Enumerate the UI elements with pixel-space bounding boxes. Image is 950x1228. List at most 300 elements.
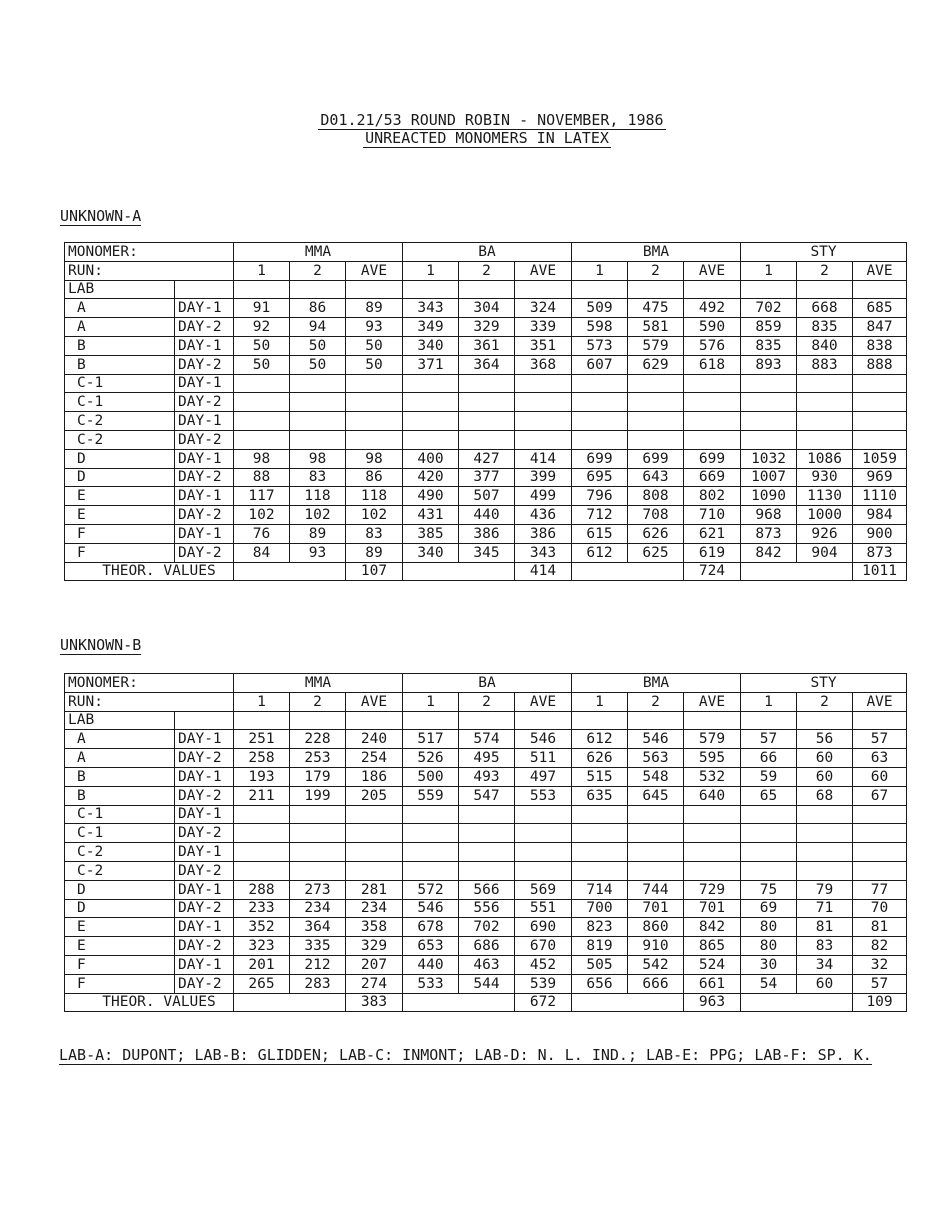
run-header-1: 1 — [741, 261, 797, 280]
value-cell: 102 — [346, 506, 403, 525]
value-cell — [684, 430, 741, 449]
value-cell: 581 — [628, 318, 684, 337]
value-cell: 65 — [741, 786, 797, 805]
value-cell: 76 — [234, 524, 290, 543]
value-cell: 179 — [290, 767, 346, 786]
value-cell — [797, 824, 853, 843]
value-cell: 89 — [346, 299, 403, 318]
empty-cell — [797, 711, 853, 730]
day-cell: DAY-2 — [175, 861, 234, 880]
empty-cell — [741, 711, 797, 730]
table-row — [65, 730, 907, 749]
value-cell — [234, 843, 290, 862]
table-row — [65, 412, 907, 431]
value-cell: 349 — [403, 318, 459, 337]
lab-header-row — [65, 280, 907, 299]
theor-row — [65, 562, 907, 581]
value-cell: 497 — [515, 767, 572, 786]
value-cell — [853, 805, 907, 824]
value-cell — [628, 805, 684, 824]
value-cell: 572 — [403, 880, 459, 899]
value-cell — [572, 843, 628, 862]
document-subtitle: UNREACTED MONOMERS IN LATEX — [365, 129, 609, 147]
value-cell — [290, 374, 346, 393]
value-cell: 1110 — [853, 487, 907, 506]
value-cell: 607 — [572, 355, 628, 374]
lab-cell: D — [65, 449, 175, 468]
lab-cell: B — [65, 336, 175, 355]
value-cell: 566 — [459, 880, 515, 899]
value-cell: 1032 — [741, 449, 797, 468]
value-cell: 1130 — [797, 487, 853, 506]
value-cell — [853, 412, 907, 431]
table-row — [65, 506, 907, 525]
unknown-a-label: UNKNOWN-A — [60, 207, 142, 225]
value-cell: 50 — [234, 355, 290, 374]
value-cell — [684, 843, 741, 862]
table-row — [65, 299, 907, 318]
value-cell: 340 — [403, 543, 459, 562]
table-row — [65, 974, 907, 993]
value-cell: 80 — [741, 937, 797, 956]
table-row — [65, 824, 907, 843]
lab-cell: C-1 — [65, 824, 175, 843]
value-cell: 193 — [234, 767, 290, 786]
value-cell: 440 — [403, 955, 459, 974]
value-cell: 68 — [797, 786, 853, 805]
monomer-header-label: MONOMER: — [65, 674, 234, 693]
value-cell — [572, 374, 628, 393]
value-cell: 452 — [515, 955, 572, 974]
value-cell — [741, 412, 797, 431]
value-cell: 563 — [628, 749, 684, 768]
value-cell — [741, 805, 797, 824]
value-cell: 251 — [234, 730, 290, 749]
value-cell: 368 — [515, 355, 572, 374]
value-cell: 258 — [234, 749, 290, 768]
value-cell: 79 — [797, 880, 853, 899]
day-cell: DAY-1 — [175, 412, 234, 431]
value-cell: 590 — [684, 318, 741, 337]
value-cell: 626 — [628, 524, 684, 543]
table-row — [65, 393, 907, 412]
monomer-header-bma: BMA — [572, 243, 741, 262]
value-cell: 708 — [628, 506, 684, 525]
value-cell: 873 — [853, 543, 907, 562]
empty-cell — [572, 711, 628, 730]
run-header-ave: AVE — [853, 692, 907, 711]
value-cell: 84 — [234, 543, 290, 562]
run-header-1: 1 — [234, 692, 290, 711]
value-cell — [515, 412, 572, 431]
run-header-ave: AVE — [346, 261, 403, 280]
value-cell — [234, 824, 290, 843]
value-cell: 618 — [684, 355, 741, 374]
value-cell — [290, 805, 346, 824]
value-cell: 77 — [853, 880, 907, 899]
value-cell: 548 — [628, 767, 684, 786]
value-cell: 509 — [572, 299, 628, 318]
value-cell: 635 — [572, 786, 628, 805]
value-cell — [459, 393, 515, 412]
empty-cell — [175, 711, 234, 730]
value-cell: 686 — [459, 937, 515, 956]
value-cell — [684, 861, 741, 880]
value-cell — [515, 843, 572, 862]
lab-header-label: LAB — [65, 711, 175, 730]
value-cell — [403, 412, 459, 431]
value-cell: 873 — [741, 524, 797, 543]
lab-cell: E — [65, 487, 175, 506]
empty-cell — [684, 280, 741, 299]
value-cell — [290, 393, 346, 412]
value-cell — [346, 861, 403, 880]
value-cell: 835 — [741, 336, 797, 355]
value-cell: 702 — [459, 918, 515, 937]
value-cell — [403, 374, 459, 393]
value-cell: 493 — [459, 767, 515, 786]
value-cell: 81 — [797, 918, 853, 937]
theor-label: THEOR. VALUES — [65, 993, 234, 1012]
day-cell: DAY-1 — [175, 487, 234, 506]
value-cell: 339 — [515, 318, 572, 337]
table-row — [65, 543, 907, 562]
monomer-header-row — [65, 243, 907, 262]
value-cell: 60 — [797, 749, 853, 768]
day-cell: DAY-1 — [175, 524, 234, 543]
unknown-a-table — [64, 242, 907, 581]
value-cell: 553 — [515, 786, 572, 805]
value-cell: 102 — [290, 506, 346, 525]
run-header-1: 1 — [572, 692, 628, 711]
value-cell — [459, 412, 515, 431]
theor-blank — [234, 993, 346, 1012]
run-header-ave: AVE — [515, 261, 572, 280]
lab-cell: A — [65, 730, 175, 749]
value-cell — [234, 393, 290, 412]
value-cell: 50 — [346, 355, 403, 374]
value-cell: 595 — [684, 749, 741, 768]
theor-label: THEOR. VALUES — [65, 562, 234, 581]
run-header-label: RUN: — [65, 261, 234, 280]
lab-cell: C-2 — [65, 412, 175, 431]
value-cell — [346, 393, 403, 412]
value-cell: 700 — [572, 899, 628, 918]
monomer-header-ba: BA — [403, 243, 572, 262]
day-cell: DAY-1 — [175, 918, 234, 937]
value-cell: 386 — [515, 524, 572, 543]
value-cell: 86 — [346, 468, 403, 487]
lab-cell: C-2 — [65, 843, 175, 862]
lab-cell: F — [65, 974, 175, 993]
value-cell: 1059 — [853, 449, 907, 468]
value-cell: 712 — [572, 506, 628, 525]
value-cell: 57 — [741, 730, 797, 749]
value-cell: 201 — [234, 955, 290, 974]
value-cell — [403, 861, 459, 880]
day-cell: DAY-1 — [175, 449, 234, 468]
value-cell: 98 — [290, 449, 346, 468]
value-cell — [346, 843, 403, 862]
value-cell: 695 — [572, 468, 628, 487]
value-cell — [403, 843, 459, 862]
value-cell — [628, 824, 684, 843]
empty-cell — [403, 280, 459, 299]
value-cell: 893 — [741, 355, 797, 374]
value-cell: 102 — [234, 506, 290, 525]
value-cell: 888 — [853, 355, 907, 374]
value-cell: 576 — [684, 336, 741, 355]
value-cell: 364 — [290, 918, 346, 937]
lab-cell: C-2 — [65, 861, 175, 880]
value-cell: 60 — [797, 974, 853, 993]
value-cell: 364 — [459, 355, 515, 374]
day-cell: DAY-2 — [175, 786, 234, 805]
value-cell: 744 — [628, 880, 684, 899]
value-cell: 524 — [684, 955, 741, 974]
run-header-2: 2 — [459, 261, 515, 280]
value-cell: 546 — [403, 899, 459, 918]
value-cell — [234, 805, 290, 824]
lab-cell: F — [65, 955, 175, 974]
value-cell: 547 — [459, 786, 515, 805]
value-cell: 492 — [684, 299, 741, 318]
table-row — [65, 449, 907, 468]
day-cell: DAY-2 — [175, 749, 234, 768]
empty-cell — [797, 280, 853, 299]
run-header-ave: AVE — [684, 261, 741, 280]
value-cell: 240 — [346, 730, 403, 749]
empty-cell — [346, 280, 403, 299]
value-cell: 324 — [515, 299, 572, 318]
lab-cell: B — [65, 767, 175, 786]
value-cell — [403, 805, 459, 824]
value-cell: 629 — [628, 355, 684, 374]
run-header-row — [65, 261, 907, 280]
value-cell — [797, 805, 853, 824]
value-cell: 511 — [515, 749, 572, 768]
value-cell: 643 — [628, 468, 684, 487]
run-header-2: 2 — [290, 692, 346, 711]
lab-cell: A — [65, 299, 175, 318]
value-cell — [572, 412, 628, 431]
monomer-header-row — [65, 674, 907, 693]
value-cell: 701 — [628, 899, 684, 918]
value-cell: 546 — [628, 730, 684, 749]
value-cell — [853, 374, 907, 393]
empty-cell — [459, 711, 515, 730]
day-cell: DAY-1 — [175, 805, 234, 824]
table-row — [65, 786, 907, 805]
value-cell: 345 — [459, 543, 515, 562]
value-cell — [628, 374, 684, 393]
value-cell — [572, 393, 628, 412]
value-cell: 714 — [572, 880, 628, 899]
value-cell: 186 — [346, 767, 403, 786]
value-cell — [628, 861, 684, 880]
value-cell — [628, 843, 684, 862]
value-cell — [741, 393, 797, 412]
value-cell: 532 — [684, 767, 741, 786]
value-cell: 598 — [572, 318, 628, 337]
value-cell — [459, 861, 515, 880]
value-cell — [234, 861, 290, 880]
unknown-b-table — [64, 673, 907, 1012]
day-cell: DAY-1 — [175, 955, 234, 974]
value-cell — [797, 374, 853, 393]
value-cell: 329 — [346, 937, 403, 956]
run-header-1: 1 — [403, 261, 459, 280]
document-title: D01.21/53 ROUND ROBIN - NOVEMBER, 1986 — [320, 111, 664, 129]
monomer-header-sty: STY — [741, 674, 907, 693]
lab-cell: C-2 — [65, 430, 175, 449]
value-cell — [290, 430, 346, 449]
value-cell — [346, 430, 403, 449]
value-cell: 559 — [403, 786, 459, 805]
value-cell: 539 — [515, 974, 572, 993]
value-cell — [572, 430, 628, 449]
empty-cell — [741, 280, 797, 299]
run-header-1: 1 — [572, 261, 628, 280]
value-cell: 625 — [628, 543, 684, 562]
value-cell: 546 — [515, 730, 572, 749]
value-cell: 50 — [290, 355, 346, 374]
value-cell: 358 — [346, 918, 403, 937]
value-cell: 463 — [459, 955, 515, 974]
value-cell: 808 — [628, 487, 684, 506]
value-cell: 573 — [572, 336, 628, 355]
value-cell: 685 — [853, 299, 907, 318]
value-cell: 819 — [572, 937, 628, 956]
value-cell — [797, 430, 853, 449]
value-cell: 361 — [459, 336, 515, 355]
value-cell — [515, 393, 572, 412]
table-row — [65, 937, 907, 956]
day-cell: DAY-2 — [175, 393, 234, 412]
day-cell: DAY-2 — [175, 318, 234, 337]
lab-header-row — [65, 711, 907, 730]
run-header-ave: AVE — [853, 261, 907, 280]
lab-cell: D — [65, 899, 175, 918]
value-cell: 414 — [515, 449, 572, 468]
theor-value: 672 — [515, 993, 572, 1012]
value-cell: 542 — [628, 955, 684, 974]
value-cell — [797, 843, 853, 862]
table-row — [65, 861, 907, 880]
day-cell: DAY-2 — [175, 355, 234, 374]
value-cell: 81 — [853, 918, 907, 937]
monomer-header-mma: MMA — [234, 674, 403, 693]
value-cell: 340 — [403, 336, 459, 355]
value-cell: 60 — [797, 767, 853, 786]
value-cell — [853, 843, 907, 862]
empty-cell — [403, 711, 459, 730]
value-cell: 283 — [290, 974, 346, 993]
value-cell — [459, 824, 515, 843]
value-cell: 343 — [403, 299, 459, 318]
value-cell: 207 — [346, 955, 403, 974]
value-cell: 701 — [684, 899, 741, 918]
table-row — [65, 430, 907, 449]
table-row — [65, 355, 907, 374]
table-row — [65, 487, 907, 506]
value-cell: 574 — [459, 730, 515, 749]
value-cell: 304 — [459, 299, 515, 318]
value-cell: 83 — [346, 524, 403, 543]
run-header-label: RUN: — [65, 692, 234, 711]
day-cell: DAY-1 — [175, 843, 234, 862]
value-cell: 30 — [741, 955, 797, 974]
theor-value: 963 — [684, 993, 741, 1012]
run-header-1: 1 — [403, 692, 459, 711]
day-cell: DAY-1 — [175, 880, 234, 899]
value-cell: 517 — [403, 730, 459, 749]
value-cell: 199 — [290, 786, 346, 805]
value-cell: 399 — [515, 468, 572, 487]
theor-blank — [403, 562, 515, 581]
empty-cell — [853, 711, 907, 730]
value-cell: 842 — [741, 543, 797, 562]
value-cell: 1086 — [797, 449, 853, 468]
value-cell — [853, 861, 907, 880]
value-cell: 254 — [346, 749, 403, 768]
theor-value: 724 — [684, 562, 741, 581]
value-cell: 66 — [741, 749, 797, 768]
value-cell: 83 — [797, 937, 853, 956]
value-cell — [572, 824, 628, 843]
value-cell: 661 — [684, 974, 741, 993]
empty-cell — [234, 711, 290, 730]
value-cell: 92 — [234, 318, 290, 337]
value-cell: 556 — [459, 899, 515, 918]
value-cell: 969 — [853, 468, 907, 487]
value-cell — [741, 843, 797, 862]
run-header-1: 1 — [234, 261, 290, 280]
value-cell: 211 — [234, 786, 290, 805]
value-cell — [515, 805, 572, 824]
value-cell: 668 — [797, 299, 853, 318]
day-cell: DAY-2 — [175, 937, 234, 956]
value-cell — [628, 412, 684, 431]
value-cell: 265 — [234, 974, 290, 993]
value-cell: 490 — [403, 487, 459, 506]
value-cell: 93 — [346, 318, 403, 337]
value-cell — [346, 824, 403, 843]
day-cell: DAY-2 — [175, 468, 234, 487]
empty-cell — [290, 711, 346, 730]
value-cell — [459, 805, 515, 824]
value-cell: 118 — [290, 487, 346, 506]
lab-cell: B — [65, 355, 175, 374]
table-row — [65, 918, 907, 937]
value-cell: 431 — [403, 506, 459, 525]
value-cell — [797, 412, 853, 431]
theor-blank — [403, 993, 515, 1012]
empty-cell — [175, 280, 234, 299]
day-cell: DAY-2 — [175, 430, 234, 449]
value-cell: 847 — [853, 318, 907, 337]
value-cell: 94 — [290, 318, 346, 337]
value-cell — [346, 374, 403, 393]
run-header-2: 2 — [290, 261, 346, 280]
value-cell: 626 — [572, 749, 628, 768]
value-cell: 59 — [741, 767, 797, 786]
value-cell: 621 — [684, 524, 741, 543]
value-cell — [515, 374, 572, 393]
value-cell — [741, 861, 797, 880]
value-cell — [515, 824, 572, 843]
value-cell: 653 — [403, 937, 459, 956]
